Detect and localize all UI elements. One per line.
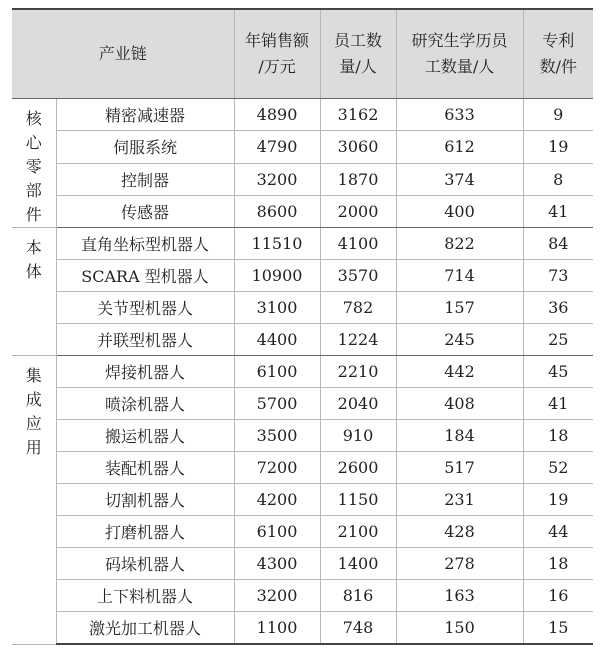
- cell-sales: 8600: [234, 195, 320, 227]
- table-row: [12, 131, 593, 163]
- cell-sales: 4400: [234, 324, 320, 356]
- table-row: [12, 548, 593, 580]
- cell-sales: 6100: [234, 516, 320, 548]
- cell-grad: 408: [396, 388, 523, 420]
- cell-staff: 1150: [320, 484, 396, 516]
- cell-name: 切割机器人: [56, 484, 234, 516]
- cell-grad: 374: [396, 163, 523, 195]
- cell-patent: 84: [523, 228, 593, 260]
- cell-staff: 1400: [320, 548, 396, 580]
- cell-name: 伺服系统: [56, 131, 234, 163]
- cell-name: SCARA 型机器人: [56, 260, 234, 292]
- cell-grad: 633: [396, 99, 523, 131]
- table-row: [12, 484, 593, 516]
- cell-staff: 2100: [320, 516, 396, 548]
- cell-staff: 782: [320, 292, 396, 324]
- cell-staff: 1870: [320, 163, 396, 195]
- cell-patent: 19: [523, 484, 593, 516]
- cell-name: 关节型机器人: [56, 292, 234, 324]
- industry-chain-table: [12, 8, 593, 645]
- group-label: [12, 356, 56, 645]
- header-sales-line2: /万元: [258, 57, 296, 76]
- cell-staff: 2210: [320, 356, 396, 388]
- cell-sales: 4300: [234, 548, 320, 580]
- cell-grad: 428: [396, 516, 523, 548]
- cell-staff: 816: [320, 580, 396, 612]
- cell-staff: 4100: [320, 228, 396, 260]
- cell-staff: 748: [320, 612, 396, 645]
- cell-grad: 442: [396, 356, 523, 388]
- cell-staff: 2000: [320, 195, 396, 227]
- header-staff-line2: 量/人: [339, 57, 377, 76]
- cell-patent: 18: [523, 420, 593, 452]
- cell-name: 控制器: [56, 163, 234, 195]
- cell-name: 搬运机器人: [56, 420, 234, 452]
- table-row: [12, 195, 593, 227]
- cell-grad: 278: [396, 548, 523, 580]
- table-container: [12, 8, 593, 645]
- cell-grad: 517: [396, 452, 523, 484]
- table-row: [12, 260, 593, 292]
- header-staff-line1: 员工数: [334, 31, 383, 50]
- header-patent-line2: 数/件: [539, 57, 577, 76]
- cell-grad: 822: [396, 228, 523, 260]
- header-grad-line2: 工数量/人: [424, 57, 495, 76]
- cell-grad: 612: [396, 131, 523, 163]
- cell-name: 焊接机器人: [56, 356, 234, 388]
- table-row: [12, 163, 593, 195]
- cell-sales: 4890: [234, 99, 320, 131]
- cell-name: 精密减速器: [56, 99, 234, 131]
- cell-sales: 7200: [234, 452, 320, 484]
- cell-patent: 41: [523, 388, 593, 420]
- cell-name: 直角坐标型机器人: [56, 228, 234, 260]
- cell-sales: 3200: [234, 580, 320, 612]
- cell-patent: 73: [523, 260, 593, 292]
- table-row: [12, 99, 593, 131]
- header-patent-line1: 专利: [542, 31, 575, 50]
- cell-grad: 157: [396, 292, 523, 324]
- table-header: [12, 9, 593, 99]
- header-grad: [396, 9, 523, 99]
- header-grad-line1: 研究生学历员: [411, 31, 508, 50]
- cell-patent: 15: [523, 612, 593, 645]
- table-row: [12, 580, 593, 612]
- cell-patent: 36: [523, 292, 593, 324]
- table-row: [12, 228, 593, 260]
- cell-name: 传感器: [56, 195, 234, 227]
- group-label: [12, 99, 56, 228]
- header-patent: [523, 9, 593, 99]
- cell-sales: 6100: [234, 356, 320, 388]
- table-body: [12, 99, 593, 645]
- cell-staff: 3570: [320, 260, 396, 292]
- cell-sales: 3100: [234, 292, 320, 324]
- cell-patent: 18: [523, 548, 593, 580]
- cell-grad: 163: [396, 580, 523, 612]
- table-row: [12, 420, 593, 452]
- cell-patent: 41: [523, 195, 593, 227]
- cell-patent: 45: [523, 356, 593, 388]
- cell-grad: 400: [396, 195, 523, 227]
- header-sales-line1: 年销售额: [245, 31, 310, 50]
- cell-patent: 8: [523, 163, 593, 195]
- cell-patent: 25: [523, 324, 593, 356]
- group-label-char: 体: [25, 262, 42, 281]
- cell-staff: 910: [320, 420, 396, 452]
- cell-staff: 2040: [320, 388, 396, 420]
- cell-name: 码垛机器人: [56, 548, 234, 580]
- table-row: [12, 612, 593, 645]
- cell-name: 喷涂机器人: [56, 388, 234, 420]
- group-label-char: 本: [25, 238, 42, 257]
- group-label-char: 件: [25, 205, 42, 224]
- cell-sales: 3200: [234, 163, 320, 195]
- group-label-char: 部: [25, 181, 42, 200]
- cell-sales: 4790: [234, 131, 320, 163]
- cell-patent: 19: [523, 131, 593, 163]
- cell-grad: 245: [396, 324, 523, 356]
- cell-name: 装配机器人: [56, 452, 234, 484]
- cell-name: 激光加工机器人: [56, 612, 234, 645]
- cell-patent: 9: [523, 99, 593, 131]
- table-row: [12, 324, 593, 356]
- cell-name: 并联型机器人: [56, 324, 234, 356]
- group-label-char: 应: [25, 414, 42, 433]
- table-row: [12, 452, 593, 484]
- group-label: [12, 228, 56, 356]
- cell-patent: 52: [523, 452, 593, 484]
- header-row: [12, 9, 593, 99]
- cell-staff: 3060: [320, 131, 396, 163]
- cell-grad: 150: [396, 612, 523, 645]
- table-row: [12, 292, 593, 324]
- header-chain-text: 产业链: [98, 44, 147, 63]
- cell-patent: 44: [523, 516, 593, 548]
- cell-patent: 16: [523, 580, 593, 612]
- group-label-char: 集: [25, 366, 42, 385]
- cell-sales: 5700: [234, 388, 320, 420]
- cell-staff: 2600: [320, 452, 396, 484]
- header-staff: [320, 9, 396, 99]
- table-row: [12, 356, 593, 388]
- cell-name: 打磨机器人: [56, 516, 234, 548]
- cell-sales: 3500: [234, 420, 320, 452]
- cell-sales: 10900: [234, 260, 320, 292]
- cell-staff: 1224: [320, 324, 396, 356]
- cell-grad: 714: [396, 260, 523, 292]
- group-label-char: 用: [25, 438, 42, 457]
- table-row: [12, 516, 593, 548]
- header-chain: [12, 9, 234, 99]
- cell-sales: 4200: [234, 484, 320, 516]
- cell-grad: 184: [396, 420, 523, 452]
- header-sales: [234, 9, 320, 99]
- group-label-char: 零: [25, 157, 42, 176]
- cell-name: 上下料机器人: [56, 580, 234, 612]
- table-row: [12, 388, 593, 420]
- group-label-char: 核: [25, 109, 42, 128]
- group-label-char: 成: [25, 390, 42, 409]
- cell-grad: 231: [396, 484, 523, 516]
- cell-sales: 1100: [234, 612, 320, 645]
- group-label-char: 心: [25, 133, 42, 152]
- cell-staff: 3162: [320, 99, 396, 131]
- cell-sales: 11510: [234, 228, 320, 260]
